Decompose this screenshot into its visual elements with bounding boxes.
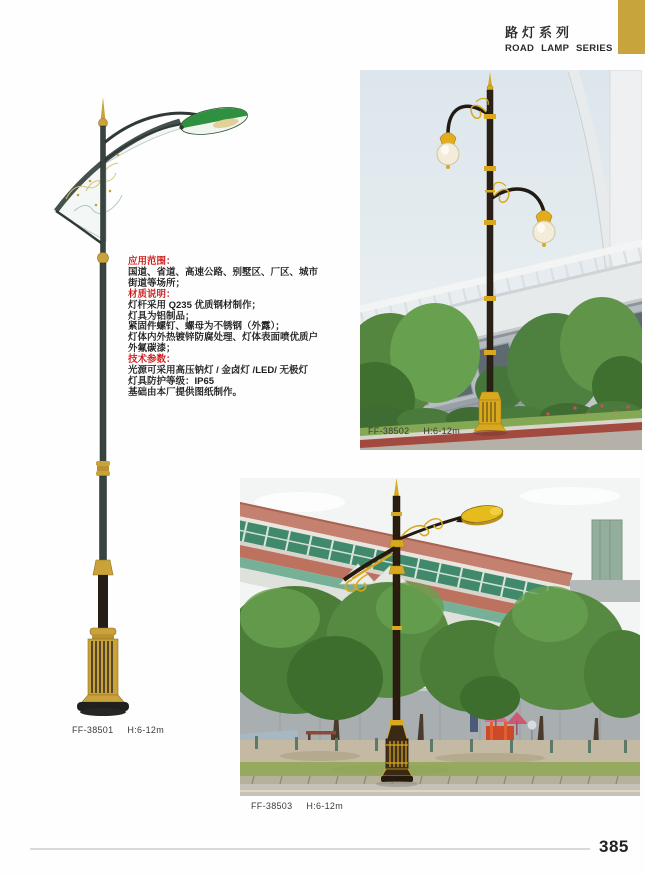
lamp-illustration-svg bbox=[30, 95, 260, 740]
photo-ff38502-svg bbox=[360, 70, 642, 450]
spec-line: 灯体内外热镀锌防腐处理、灯体表面喷优质户 bbox=[128, 332, 319, 344]
caption-ff38502 bbox=[368, 426, 460, 436]
model-height: H:6-12m bbox=[306, 801, 344, 811]
photo-ff38503 bbox=[240, 478, 640, 796]
illustration-sail bbox=[56, 121, 182, 245]
model-number: FF-38502 bbox=[368, 426, 410, 436]
series-title-en: ROAD LAMP SERIES bbox=[505, 43, 613, 54]
spec-heading-technical: 技术参数： bbox=[128, 354, 176, 366]
page-number: 385 bbox=[599, 837, 629, 856]
spec-line: 外氟碳漆； bbox=[128, 343, 176, 355]
spec-line: 灯具防护等级：IP65 bbox=[128, 375, 215, 387]
spec-line: 街道等场所； bbox=[128, 277, 186, 289]
illustration-base bbox=[77, 628, 129, 716]
lamp-illustration-ff38501 bbox=[30, 95, 260, 740]
series-title-cn: 路灯系列 bbox=[505, 25, 574, 40]
model-number: FF-38501 bbox=[72, 725, 114, 735]
spec-line: 灯杆采用 Q235 优质钢材制作； bbox=[128, 299, 262, 311]
spec-heading-application: 应用范围： bbox=[128, 256, 176, 267]
caption-ff38501 bbox=[72, 725, 164, 735]
spec-line: 灯具为铝制品； bbox=[128, 310, 195, 322]
model-height: H:6-12m bbox=[127, 725, 165, 735]
photo-ff38502 bbox=[360, 70, 642, 450]
illustration-lamp-head bbox=[177, 103, 250, 140]
model-number: FF-38503 bbox=[251, 801, 293, 811]
photo2-ground bbox=[240, 740, 640, 796]
spec-line: 国道、省道、高速公路、别墅区、厂区、城市 bbox=[128, 266, 319, 278]
spec-line: 光源可采用高压钠灯 / 金卤灯 /LED/ 无极灯 bbox=[128, 365, 308, 377]
spec-line: 紧固件螺钉、螺母为不锈钢（外露）； bbox=[128, 321, 285, 333]
spec-text-block bbox=[128, 257, 343, 399]
model-height: H:6-12m bbox=[423, 426, 461, 436]
footer-rule bbox=[30, 848, 590, 850]
gold-accent-bar bbox=[618, 0, 645, 54]
spec-heading-material: 材质说明： bbox=[128, 288, 176, 300]
caption-ff38503 bbox=[251, 801, 343, 811]
photo-ff38503-svg bbox=[240, 478, 640, 796]
spec-line: 基础由本厂提供图纸制作。 bbox=[128, 386, 243, 398]
